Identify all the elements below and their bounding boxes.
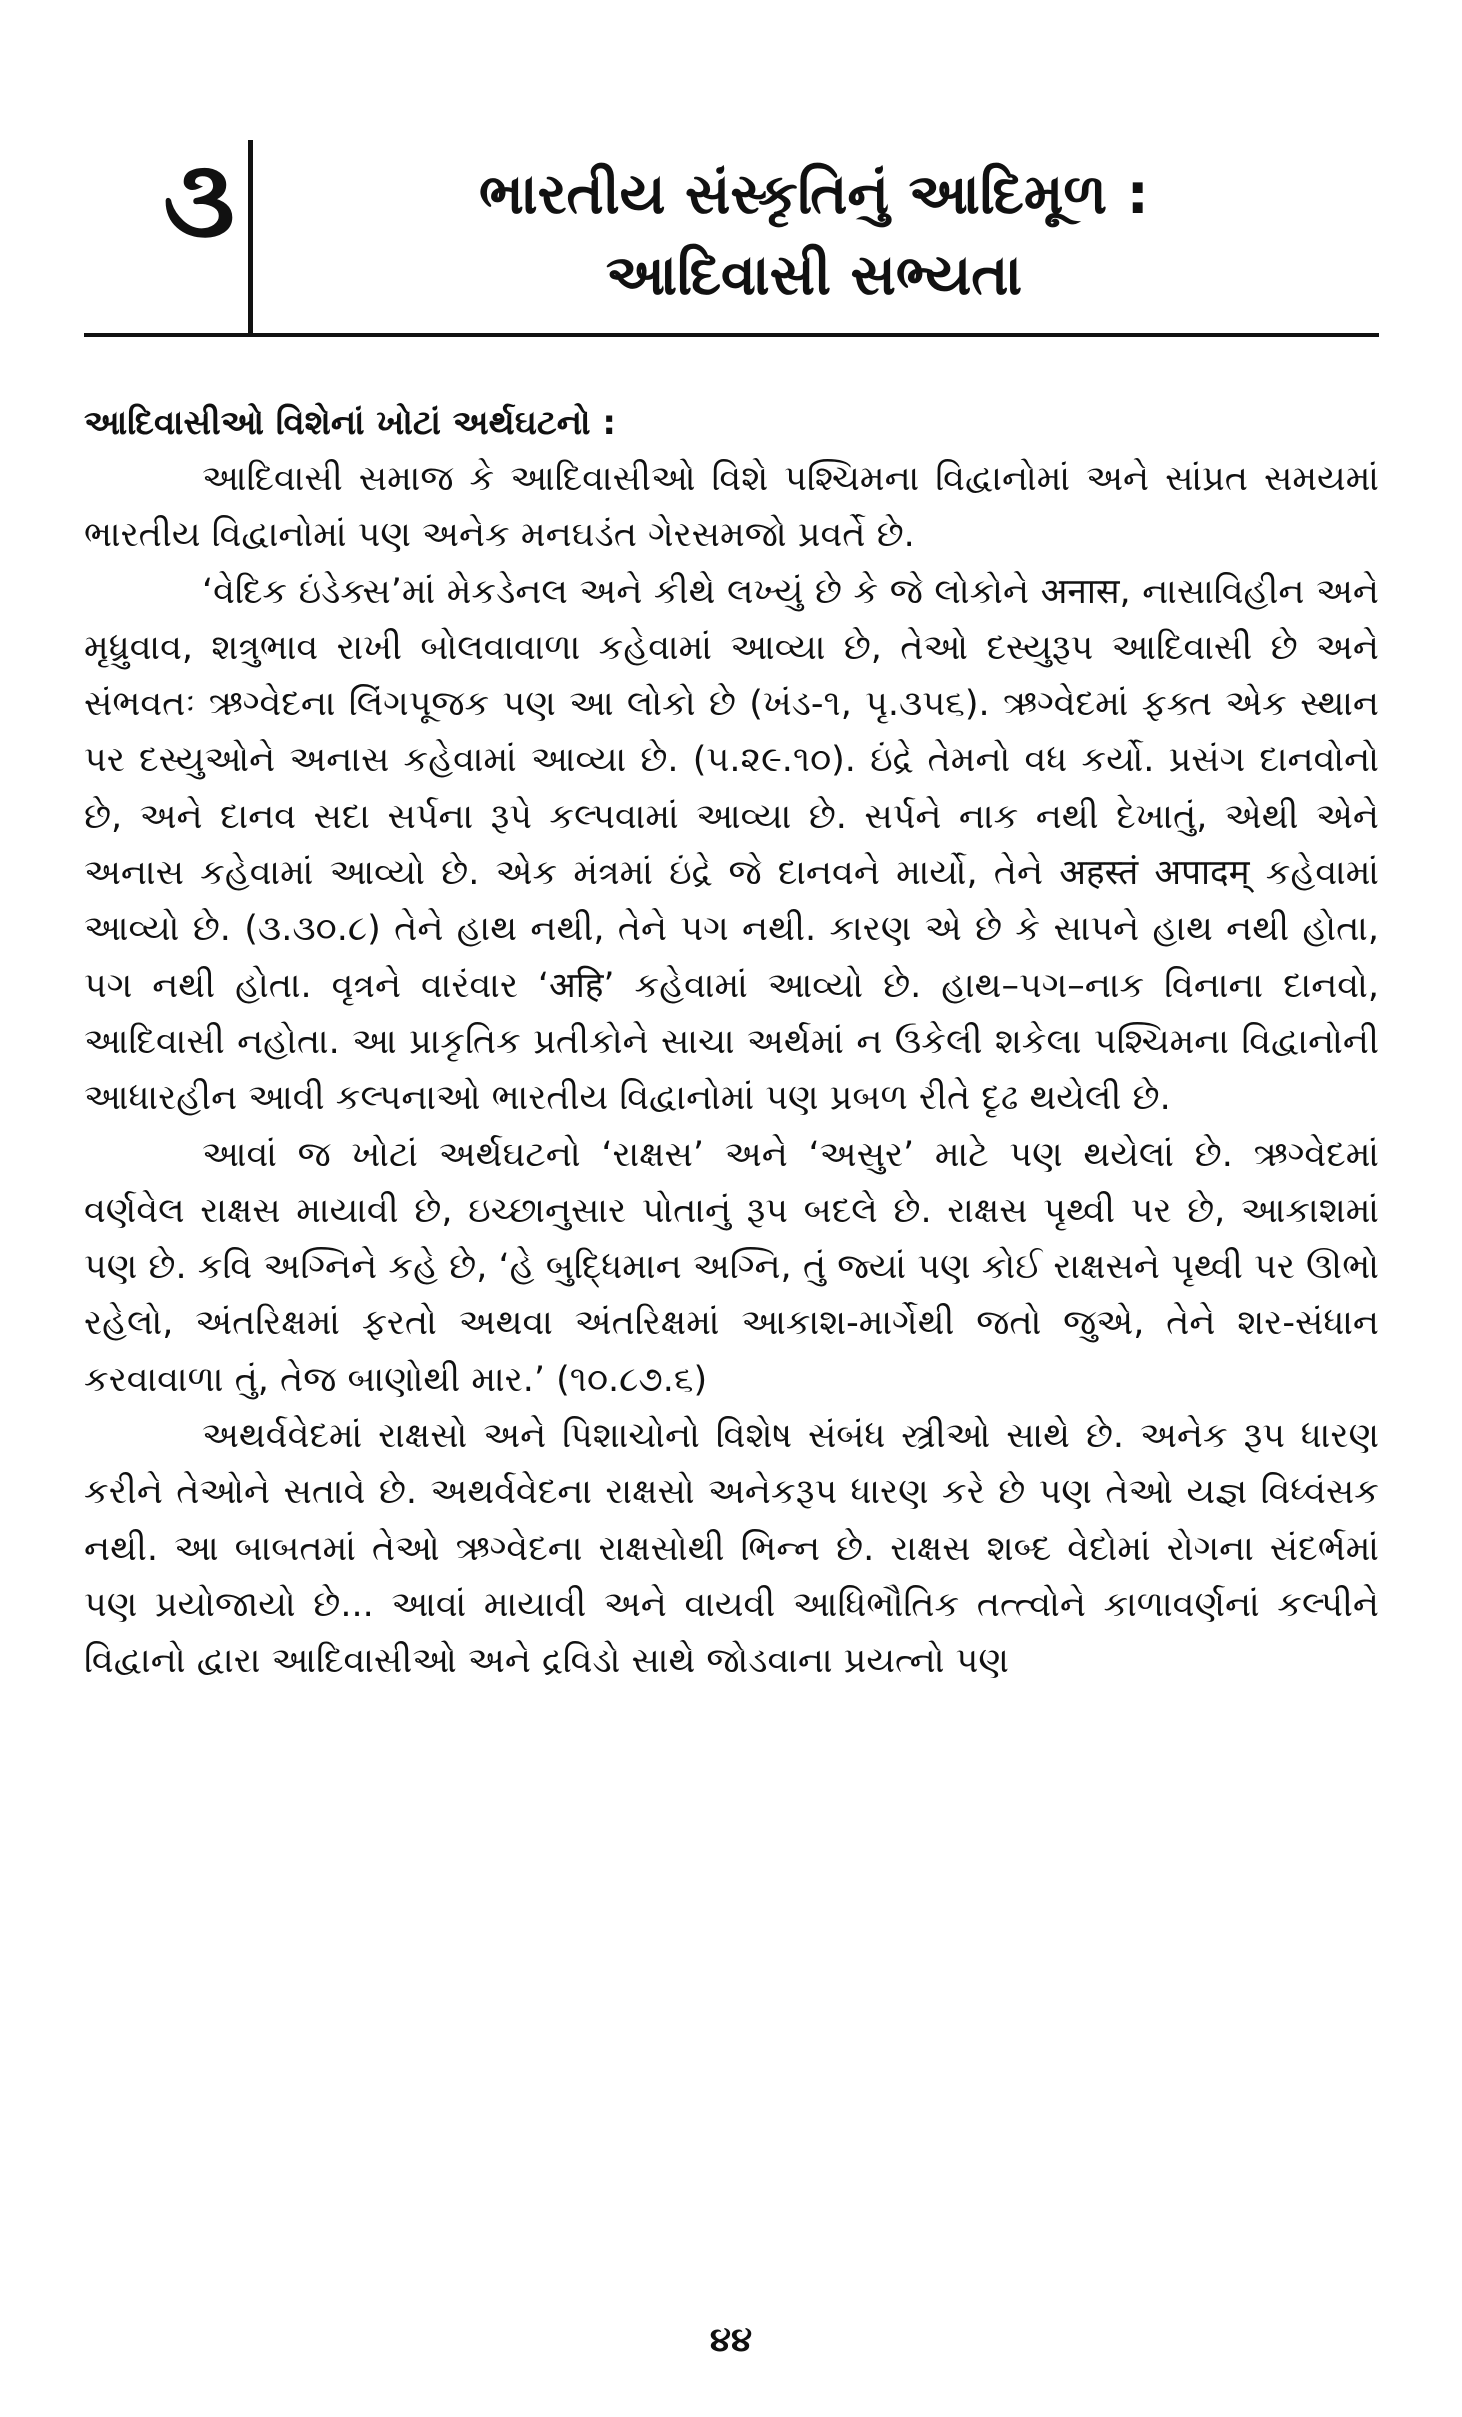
- header-divider: [248, 140, 253, 334]
- chapter-number: ૩: [163, 137, 235, 262]
- chapter-title-line-2: આદિવાસી સભ્યતા: [605, 243, 1023, 309]
- chapter-title: [284, 154, 1344, 316]
- paragraph-1: આદિવાસી સમાજ કે આદિવાસીઓ વિશે પશ્ચિમના વિદ્વાનોમાં અને સાંપ્રત સમયમાં ભારતીય વિદ્વાનોમાં પણ અનેક મનઘડંત ગેરસમજો પ્રવર્તે છે.: [84, 459, 1379, 556]
- header-rule: [84, 333, 1379, 337]
- paragraph-3: આવાં જ ખોટાં અર્થઘટનો ‘રાક્ષસ’ અને ‘અસુર’ માટે પણ થયેલાં છે. ઋગ્વેદમાં વર્ણવેલ રાક્ષસ માયાવી છે, ઇચ્છાનુસાર પોતાનું રૂપ બદલે છે. રાક્ષસ પૃથ્વી પર છે, આકાશમાં પણ છે. કવિ અગ્નિને કહે છે, ‘હે બુદ્ધિમાન અગ્નિ, તું જ્યાં પણ કોઈ રાક્ષસને પૃથ્વી પર ઊભો રહેલો, અંતરિક્ષમાં ફરતો અથવા અંતરિક્ષમાં આકાશ-માર્ગેથી જતો જુએ, તેને શર-સંધાન કરવાવાળા તું, તેજ બાણોથી માર.’ (૧૦.૮૭.૬): [84, 1134, 1379, 1400]
- body-text: [84, 395, 1379, 1690]
- section-heading: આદિવાસીઓ વિશેનાં ખોટાં અર્થઘટનો :: [84, 403, 616, 443]
- chapter-title-line-1: ભારતીય સંસ્કૃતિનું આદિમૂળ :: [479, 162, 1149, 227]
- paragraph-4: અથર્વવેદમાં રાક્ષસો અને પિશાચોનો વિશેષ સંબંધ સ્ત્રીઓ સાથે છે. અનેક રૂપ ધારણ કરીને તેઓને સતાવે છે. અથર્વવેદના રાક્ષસો અનેકરૂપ ધારણ કરે છે પણ તેઓ યજ્ઞ વિધ્વંસક નથી. આ બાબતમાં તેઓ ઋગ્વેદના રાક્ષસોથી ભિન્ન છે. રાક્ષસ શબ્દ વેદોમાં રોગના સંદર્ભમાં પણ પ્રયોજાયો છે... આવાં માયાવી અને વાયવી આધિભૌતિક તત્ત્વોને કાળાવર્ણનાં કલ્પીને વિદ્વાનો દ્વારા આદિવાસીઓ અને દ્રવિડો સાથે જોડવાના પ્રયત્નો પણ: [84, 1416, 1379, 1682]
- chapter-header: [84, 120, 1379, 334]
- page-number: ૪૪: [709, 2320, 753, 2360]
- paragraph-2: ‘વેદિક ઇંડેક્સ’માં મેકડેનલ અને કીથે લખ્યું છે કે જે લોકોને अनास, નાસાવિહીન અને મૃધ્રુવાવ, શત્રુભાવ રાખી બોલવાવાળા કહેવામાં આવ્યા છે, તેઓ દસ્યુરૂપ આદિવાસી છે અને સંભવતઃ ઋગ્વેદના લિંગપૂજક પણ આ લોકો છે (ખંડ-૧, પૃ.૩૫૬). ઋગ્વેદમાં ફક્ત એક સ્થાન પર દસ્યુઓને અનાસ કહેવામાં આવ્યા છે. (૫.૨૯.૧૦). ઇંદ્રે તેમનો વધ કર્યો. પ્રસંગ દાનવોનો છે, અને દાનવ સદા સર્પના રૂપે કલ્પવામાં આવ્યા છે. સર્પને નાક નથી દેખાતું, એથી એને અનાસ કહેવામાં આવ્યો છે. એક મંત્રમાં ઇંદ્રે જે દાનવને માર્યો, તેને अहस्तं अपादम् કહેવામાં આવ્યો છે. (૩.૩૦.૮) તેને હાથ નથી, તેને પગ નથી. કારણ એ છે કે સાપને હાથ નથી હોતા, પગ નથી હોતા. વૃત્રને વારંવાર ‘अहि’ કહેવામાં આવ્યો છે. હાથ–પગ–નાક વિનાના દાનવો, આદિવાસી નહોતા. આ પ્રાકૃતિક પ્રતીકોને સાચા અર્થમાં ન ઉકેલી શકેલા પશ્ચિમના વિદ્વાનોની આધારહીન આવી કલ્પનાઓ ભારતીય વિદ્વાનોમાં પણ પ્રબળ રીતે દૃઢ થયેલી છે.: [84, 571, 1379, 1119]
